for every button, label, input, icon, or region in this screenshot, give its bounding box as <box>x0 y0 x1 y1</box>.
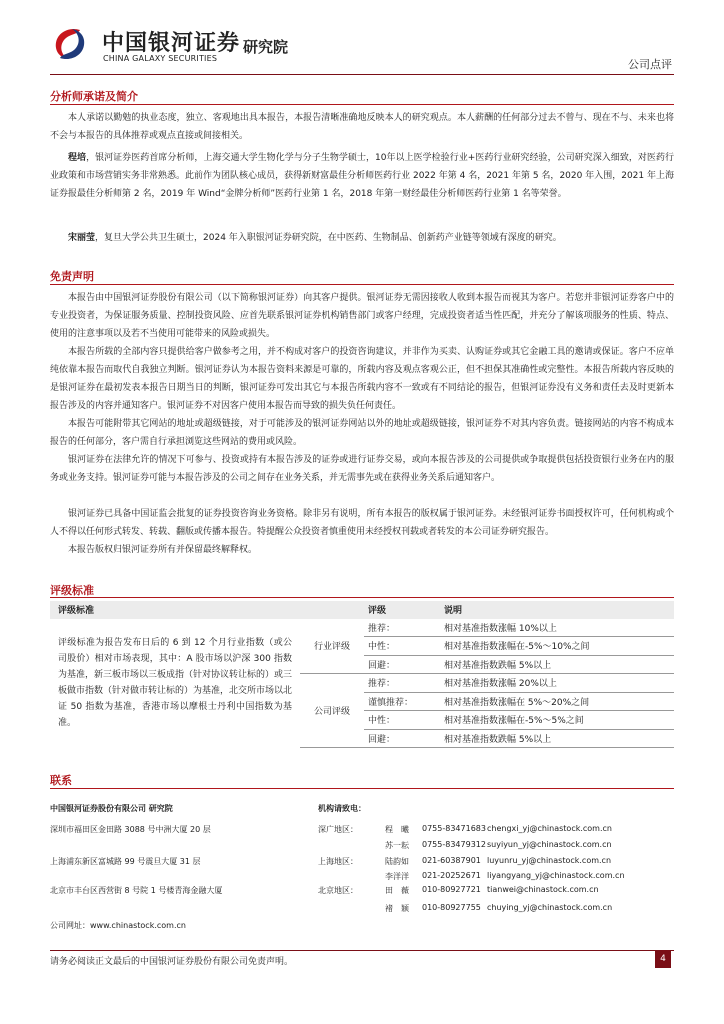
industry-rating-desc: 相对基准指数涨幅在-5%～10%之间 <box>440 637 674 656</box>
contact-section-divider <box>50 788 674 789</box>
contact-person-name: 褚 颖 <box>385 904 409 913</box>
analyst-commitment: 本人承诺以勤勉的执业态度，独立、客观地出具本报告，本报告清晰准确地反映本人的研究观点。本人薪酬的任何部分过去不曾与、现在不与、未来也将不会与本报告的具体推荐或观点直接或间接相关。 <box>50 113 674 141</box>
analyst-bio-1-text: ，银河证券医药首席分析师，上海交通大学生物化学与分子生物学硕士，10年以上医学检验行业+医药行业研究经验，公司研究深入细致，对医药行业政策和市场营销实务非常熟悉。此前作为团队核心成员，获得新财富最佳分析师医药行业 2022 年第 4 名，2021 年第 5 名，2020 年入围，2021 年上海证券报最佳分析师第 2 名，2019 年 Wind“金牌分析师”医药行业第 1 名，2018 年第一财经最佳分析师医药行业第 1 名等荣誉。 <box>50 153 674 199</box>
contact-sales-title: 机构请致电： <box>318 804 366 813</box>
contact-person-phone: 021-60387901 <box>422 856 481 865</box>
industry-rating-name: 中性： <box>364 637 440 656</box>
contact-person-email[interactable]: chuying_yj@chinastock.com.cn <box>487 903 613 912</box>
contact-section-title: 联系 <box>50 774 72 787</box>
analyst-name-1: 程培 <box>68 153 87 163</box>
contact-person-name: 苏一耘 <box>385 841 409 850</box>
contact-person-name: 李洋洋 <box>385 872 409 881</box>
region-shanghai: 上海地区： <box>318 857 358 866</box>
industry-rating-desc: 相对基准指数跌幅 5%以上 <box>440 655 674 674</box>
contact-person-name: 程 曦 <box>385 825 409 834</box>
contact-person-email[interactable]: chengxi_yj@chinastock.com.cn <box>487 824 612 833</box>
company-rating-name: 中性： <box>364 711 440 730</box>
footer-disclaimer: 请务必阅读正文最后的中国银河证券股份有限公司免责声明。 <box>50 957 294 967</box>
brand-name-en: CHINA GALAXY SECURITIES <box>103 54 218 63</box>
institute-label: 研究院 <box>243 38 289 56</box>
contact-company: 中国银河证券股份有限公司 研究院 <box>50 804 173 813</box>
disclaimer-paragraph-5: 银河证券已具备中国证监会批复的证券投资咨询业务资格。除非另有说明，所有本报告的版权属于银河证券。未经银河证券书面授权许可，任何机构或个人不得以任何形式转发、转载、翻版或传播本报告。特提醒公众投资者慎重使用未经授权刊载或者转发的本公司证券研究报告。 <box>50 509 674 537</box>
disclaimer-paragraph-1: 本报告由中国银河证券股份有限公司（以下简称银河证券）向其客户提供。银河证券无需因接收人收到本报告而视其为客户。若您并非银河证券客户中的专业投资者，为保证服务质量、控制投资风险、应首先联系银河证券机构销售部门或客户经理，完成投资者适当性匹配，并充分了解该项服务的性质、特点、使用的注意事项以及若不当使用可能带来的风险或损失。 <box>50 293 674 339</box>
contact-person-name: 陆韵如 <box>385 857 409 866</box>
contact-person-phone: 0755-83471683 <box>422 824 486 833</box>
analyst-bio-2 <box>50 229 674 247</box>
disclaimer-paragraph-4: 银河证券在法律允许的情况下可参与、投资或持有本报告涉及的证券或进行证券交易，或向本报告涉及的公司提供或争取提供包括投资银行业务在内的服务或业务支持。银河证券可能与本报告涉及的公司之间存在业务关系，并无需事先或在获得业务关系后通知客户。 <box>50 455 674 483</box>
region-beijing: 北京地区： <box>318 886 358 895</box>
contact-person-email[interactable]: tianwei@chinastock.com.cn <box>487 885 599 894</box>
analyst-section-divider <box>50 104 674 105</box>
contact-person-phone: 0755-83479312 <box>422 840 486 849</box>
company-rating-desc: 相对基准指数跌幅 5%以上 <box>440 729 674 748</box>
region-shenzhen: 深广地区： <box>318 825 358 834</box>
contact-address: 深圳市福田区金田路 3088 号中洲大厦 20 层 <box>50 825 211 834</box>
rating-section-divider <box>50 597 674 598</box>
analyst-bio-2-text: ，复旦大学公共卫生硕士，2024 年入职银河证券研究院，在中医药、生物制品、创新药产业链等领域有深度的研究。 <box>95 233 562 243</box>
company-website[interactable]: 公司网址：www.chinastock.com.cn <box>50 921 186 930</box>
disclaimer-paragraph-3: 本报告可能附带其它网站的地址或超级链接，对于可能涉及的银河证券网站以外的地址或超级链接，银河证券不对其内容负责。链接网站的内容不构成本报告的任何部分，客户需自行承担浏览这些网站的费用或风险。 <box>50 419 674 447</box>
report-type: 公司点评 <box>628 58 672 71</box>
contact-person-phone: 010-80927755 <box>422 903 481 912</box>
rating-section-title: 评级标准 <box>50 584 94 597</box>
galaxy-logo-icon <box>50 24 90 64</box>
contact-person-email[interactable]: liyangyang_yj@chinastock.com.cn <box>487 871 625 880</box>
company-rating-desc: 相对基准指数涨幅在 5%～20%之间 <box>440 692 674 711</box>
page-number: 4 <box>655 951 671 968</box>
company-rating-desc: 相对基准指数涨幅在-5%～5%之间 <box>440 711 674 730</box>
disclaimer-title: 免责声明 <box>50 270 94 283</box>
company-rating-label: 公司评级 <box>300 674 364 748</box>
disclaimer-paragraph-2: 本报告所载的全部内容只提供给客户做参考之用，并不构成对客户的投资咨询建议，并非作为买卖、认购证券或其它金融工具的邀请或保证。客户不应单纯依靠本报告而取代自我独立判断。银河证券认为本报告资料来源是可靠的，所载内容及观点客观公正，但不担保其准确性或完整性。本报告所载内容反映的是银河证券在最初发表本报告日期当日的判断，银河证券可发出其它与本报告所载内容不一致或有不同结论的报告，但银河证券没有义务和责任去及时更新本报告涉及的内容并通知客户。银河证券不对因客户使用本报告而导致的损失负任何责任。 <box>50 347 674 411</box>
rating-col-desc: 说明 <box>444 606 463 617</box>
rating-table-header <box>50 601 674 619</box>
contact-person-name: 田 薇 <box>385 886 409 895</box>
contact-person-email[interactable]: luyunru_yj@chinastock.com.cn <box>487 856 612 865</box>
disclaimer-divider <box>50 284 674 285</box>
contact-person-phone: 010-80927721 <box>422 885 481 894</box>
rating-standard-text: 评级标准为报告发布日后的 6 到 12 个月行业指数（或公司股价）相对市场表现，其中：A 股市场以沪深 300 指数为基准，新三板市场以三板成指（针对协议转让标的）或三板做市指数（针对做市转让标的）为基准，北交所市场以北证 50 指数为基准，香港市场以摩根士丹利中国指数为基准。 <box>58 638 293 728</box>
header-divider <box>50 74 674 75</box>
contact-person-email[interactable]: suyiyun_yj@chinastock.com.cn <box>487 840 612 849</box>
company-rating-name: 推荐： <box>364 674 440 693</box>
company-rating-name: 回避： <box>364 729 440 748</box>
company-rating-name: 谨慎推荐： <box>364 692 440 711</box>
industry-rating-name: 推荐： <box>364 619 440 637</box>
table-row <box>50 619 674 637</box>
analyst-bio-1 <box>50 149 674 203</box>
analyst-section-title: 分析师承诺及简介 <box>50 90 138 103</box>
rating-col-rating: 评级 <box>368 606 387 617</box>
industry-rating-desc: 相对基准指数涨幅 10%以上 <box>440 619 674 637</box>
disclaimer-paragraph-6: 本报告版权归银河证券所有并保留最终解释权。 <box>68 545 258 555</box>
analyst-name-2: 宋丽莹 <box>68 233 96 243</box>
industry-rating-name: 回避： <box>364 655 440 674</box>
contact-address: 上海浦东新区富城路 99 号震旦大厦 31 层 <box>50 857 201 866</box>
company-rating-desc: 相对基准指数涨幅 20%以上 <box>440 674 674 693</box>
contact-address: 北京市丰台区西营街 8 号院 1 号楼青海金融大厦 <box>50 886 223 895</box>
brand-name-cn: 中国银河证券 <box>102 31 241 56</box>
footer-divider <box>50 950 674 951</box>
industry-rating-label: 行业评级 <box>300 619 364 674</box>
contact-person-phone: 021-20252671 <box>422 871 481 880</box>
rating-table <box>50 601 674 748</box>
rating-col-standard: 评级标准 <box>58 606 95 617</box>
